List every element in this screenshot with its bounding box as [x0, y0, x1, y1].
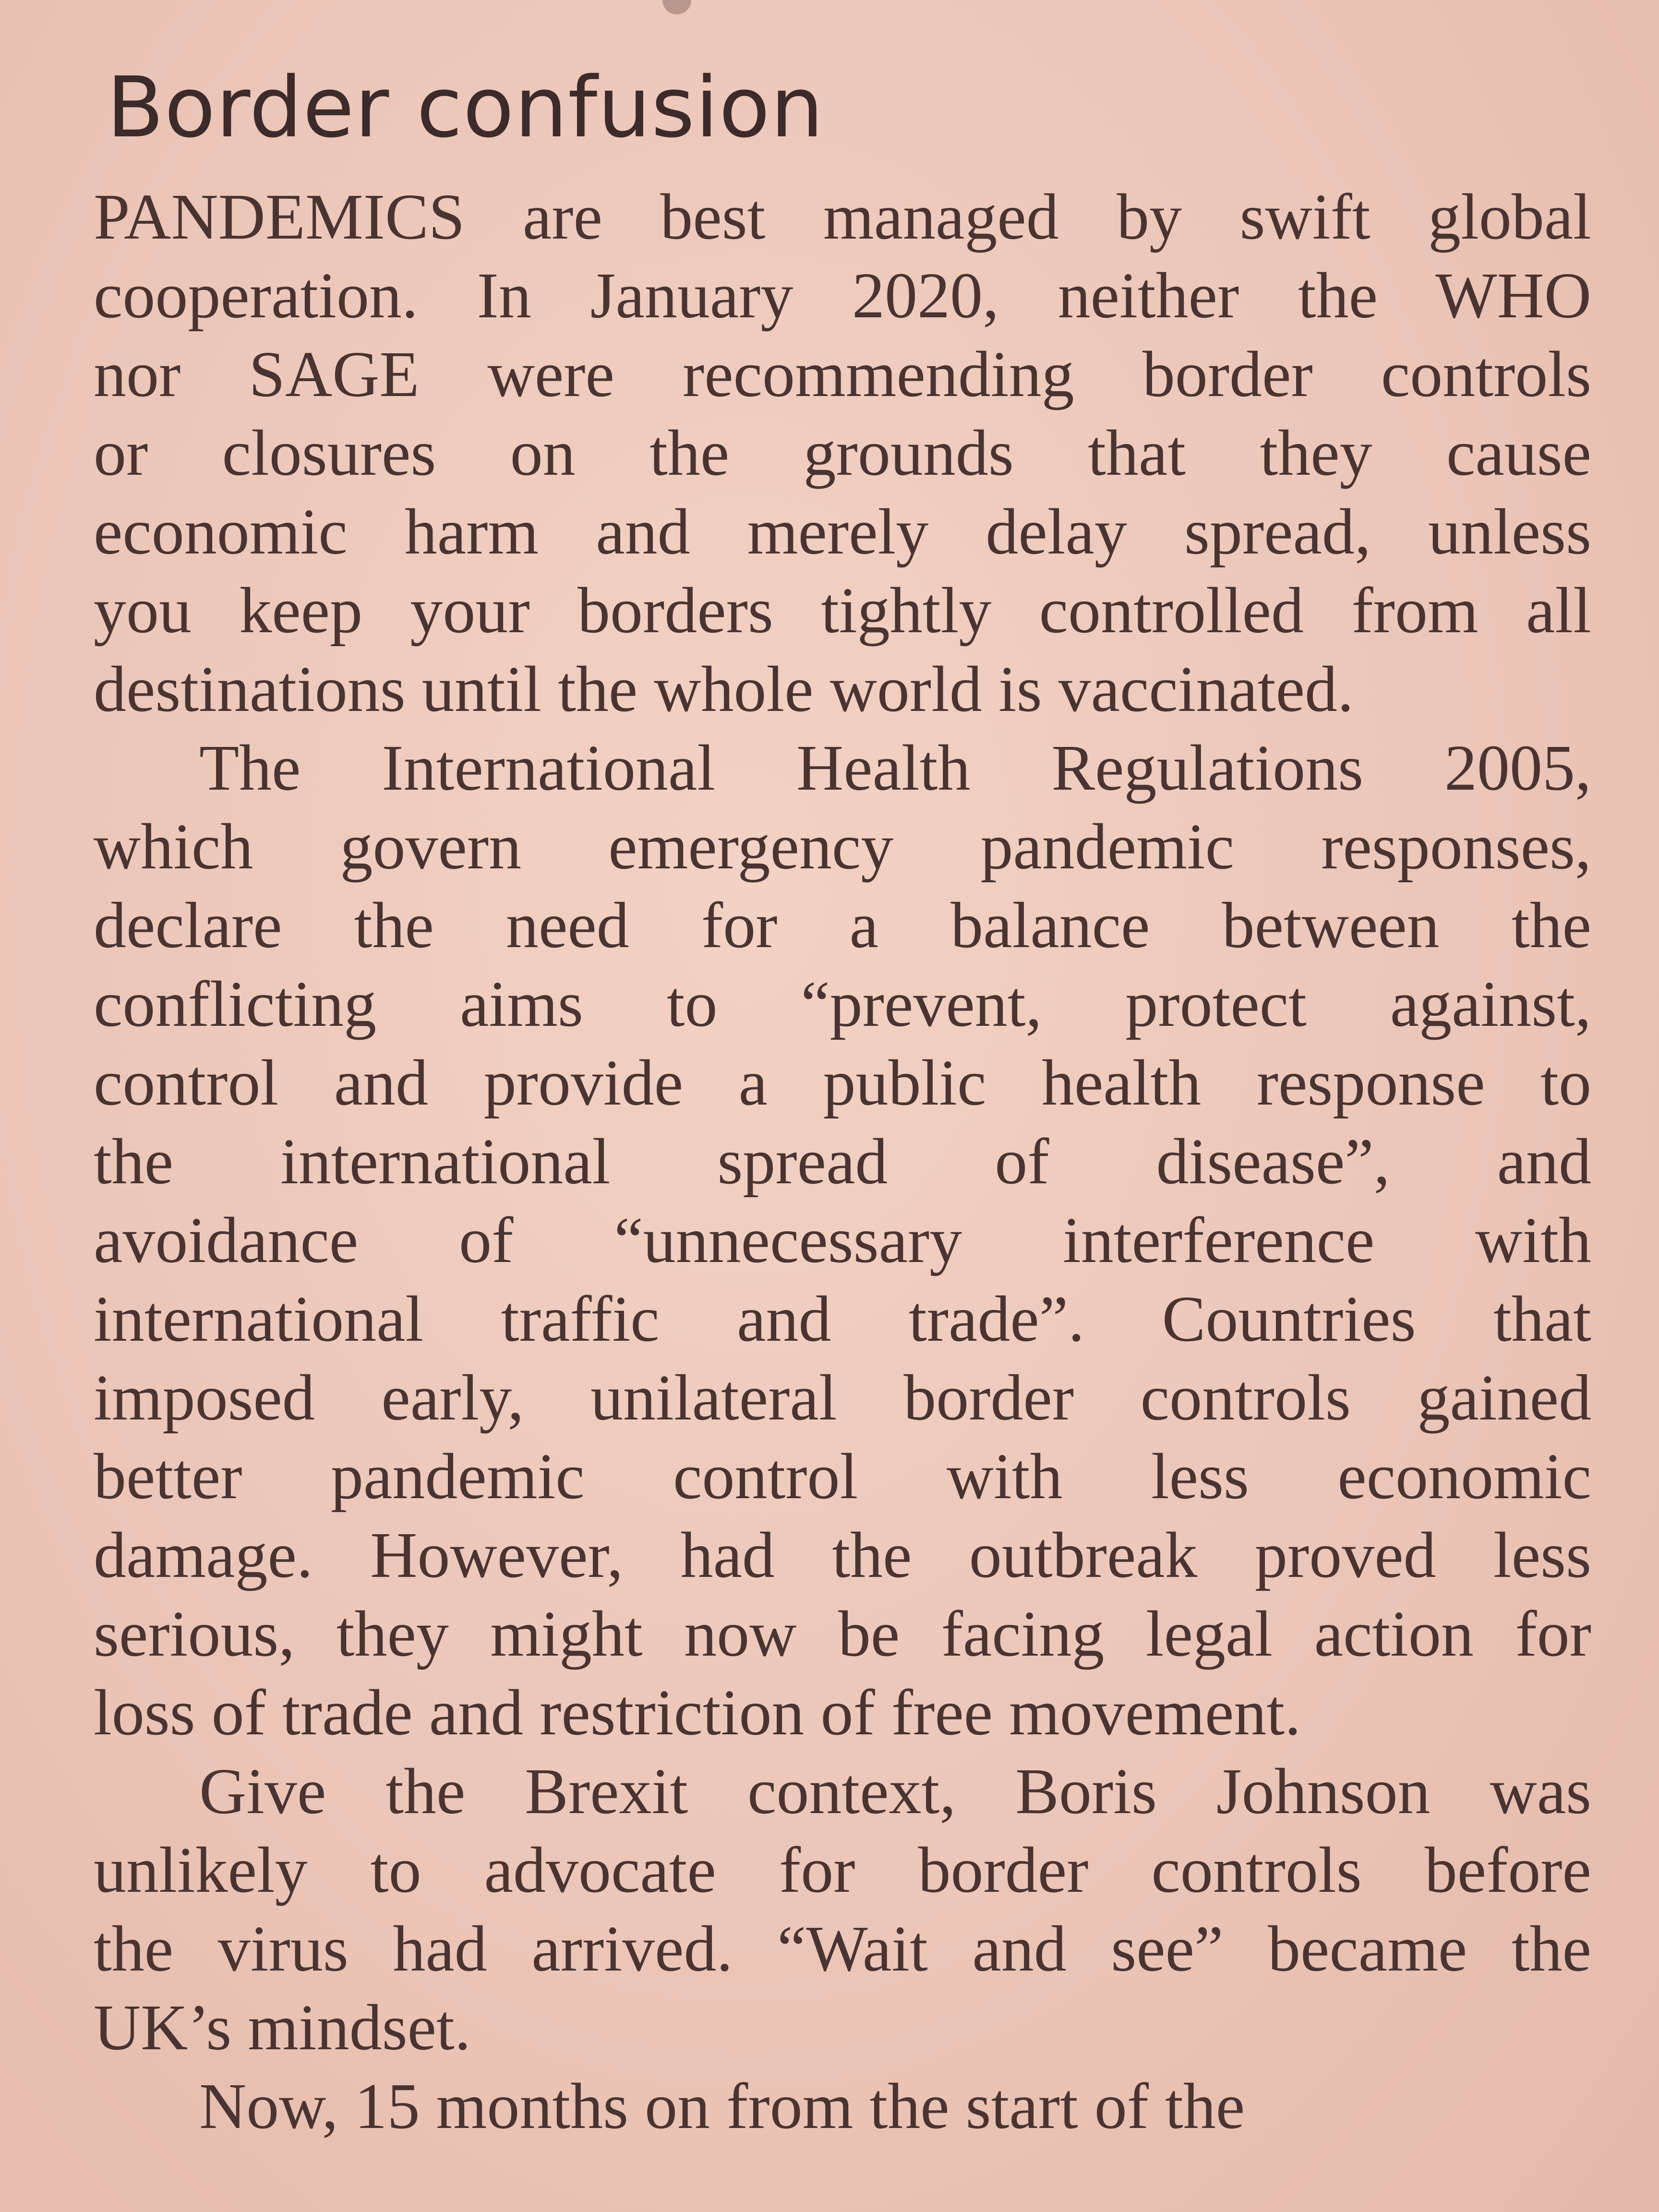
- text-line: which govern emergency pandemic responses,: [94, 811, 1591, 883]
- text-line: destinations until the whole world is vaccinated.: [94, 653, 1354, 725]
- text-line: UK’s mindset.: [94, 1992, 471, 2064]
- text-line: loss of trade and restriction of free movement.: [94, 1677, 1301, 1749]
- text-line: The International Health Regulations 2005,: [199, 732, 1591, 804]
- text-line: better pandemic control with less economic: [94, 1441, 1591, 1513]
- text-line: cooperation. In January 2020, neither the WHO: [94, 260, 1591, 332]
- text-line: nor SAGE were recommending border controls: [94, 338, 1591, 410]
- text-line: economic harm and merely delay spread, unless: [94, 496, 1591, 568]
- text-line: declare the need for a balance between the: [94, 890, 1591, 962]
- text-line: unlikely to advocate for border controls before: [94, 1834, 1591, 1906]
- paragraph-2: [94, 729, 1591, 1752]
- paragraph-1: [94, 178, 1591, 729]
- text-line: control and provide a public health response to: [94, 1047, 1591, 1119]
- text-line: you keep your borders tightly controlled from all: [94, 575, 1591, 647]
- article-body: [94, 178, 1591, 2146]
- text-line: international traffic and trade”. Countries that: [94, 1283, 1591, 1355]
- text-line: Give the Brexit context, Boris Johnson was: [199, 1755, 1591, 1827]
- headline: Border confusion: [107, 59, 824, 156]
- text-line: the international spread of disease”, and: [94, 1126, 1591, 1198]
- text-line: serious, they might now be facing legal action for: [94, 1598, 1591, 1670]
- text-line: PANDEMICS are best managed by swift global: [94, 181, 1591, 253]
- text-line: the virus had arrived. “Wait and see” became the: [94, 1913, 1591, 1985]
- text-line: Now, 15 months on from the start of the: [199, 2070, 1245, 2142]
- text-line: damage. However, had the outbreak proved less: [94, 1519, 1591, 1591]
- paragraph-4: [94, 2067, 1591, 2146]
- text-line: imposed early, unilateral border controls gained: [94, 1362, 1591, 1434]
- text-line: conflicting aims to “prevent, protect against,: [94, 968, 1591, 1040]
- text-line: or closures on the grounds that they cause: [94, 417, 1591, 489]
- text-line: avoidance of “unnecessary interference with: [94, 1204, 1591, 1276]
- cropped-text-remnant: [662, 0, 691, 14]
- paragraph-3: [94, 1752, 1591, 2067]
